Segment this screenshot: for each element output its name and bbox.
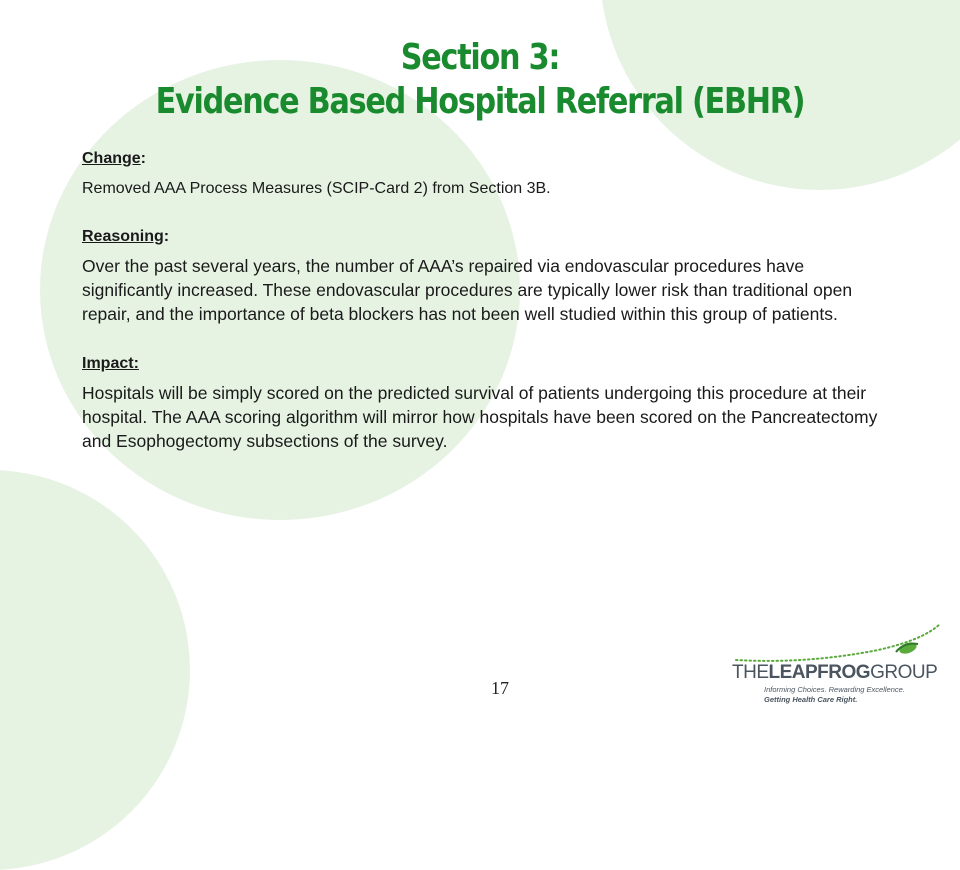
reasoning-label-colon: : — [163, 228, 170, 245]
impact-label: Impact: — [82, 355, 139, 372]
slide-title — [144, 36, 816, 124]
reasoning-text: Over the past several years, the number of AAA’s repaired via endovascular procedures have significantly increased. These endovascular procedures are typically lower risk than traditional open repair, and the importance of beta blockers has not been well studied within this group of patients. — [82, 256, 853, 324]
leapfrog-swoosh-icon — [728, 620, 948, 664]
logo-tagline-line-1: Informing Choices. Rewarding Excellence. — [764, 685, 905, 694]
change-label: Change — [82, 150, 141, 167]
title-line-1: Section 3: — [400, 37, 560, 78]
change-heading — [82, 150, 882, 168]
logo-tagline — [764, 685, 905, 705]
reasoning-heading — [82, 228, 882, 246]
logo-name-prefix: THE — [732, 662, 769, 683]
logo-name-suffix: GROUP — [870, 662, 938, 683]
change-text: Removed AAA Process Measures (SCIP-Card 2) from Section 3B. — [82, 180, 551, 197]
logo-tagline-line-2: Getting Health Care Right. — [764, 695, 858, 704]
leapfrog-group-logo — [728, 620, 948, 710]
impact-heading — [82, 355, 882, 373]
spacer — [82, 199, 882, 228]
impact-text: Hospitals will be simply scored on the predicted survival of patients undergoing this procedure at their hospital. The AAA scoring algorithm will mirror how hospitals have been scored on the Pancreatectomy and Esophogectomy subsections of the survey. — [82, 383, 878, 451]
change-label-colon: : — [140, 150, 146, 167]
slide-content — [82, 150, 882, 453]
reasoning-label: Reasoning — [82, 228, 164, 245]
title-line-2: Evidence Based Hospital Referral (EBHR) — [155, 81, 805, 122]
spacer — [82, 326, 882, 355]
logo-name-bold: LEAPFROG — [768, 662, 871, 683]
logo-wordmark — [732, 662, 937, 684]
page-number: 17 — [491, 678, 509, 698]
